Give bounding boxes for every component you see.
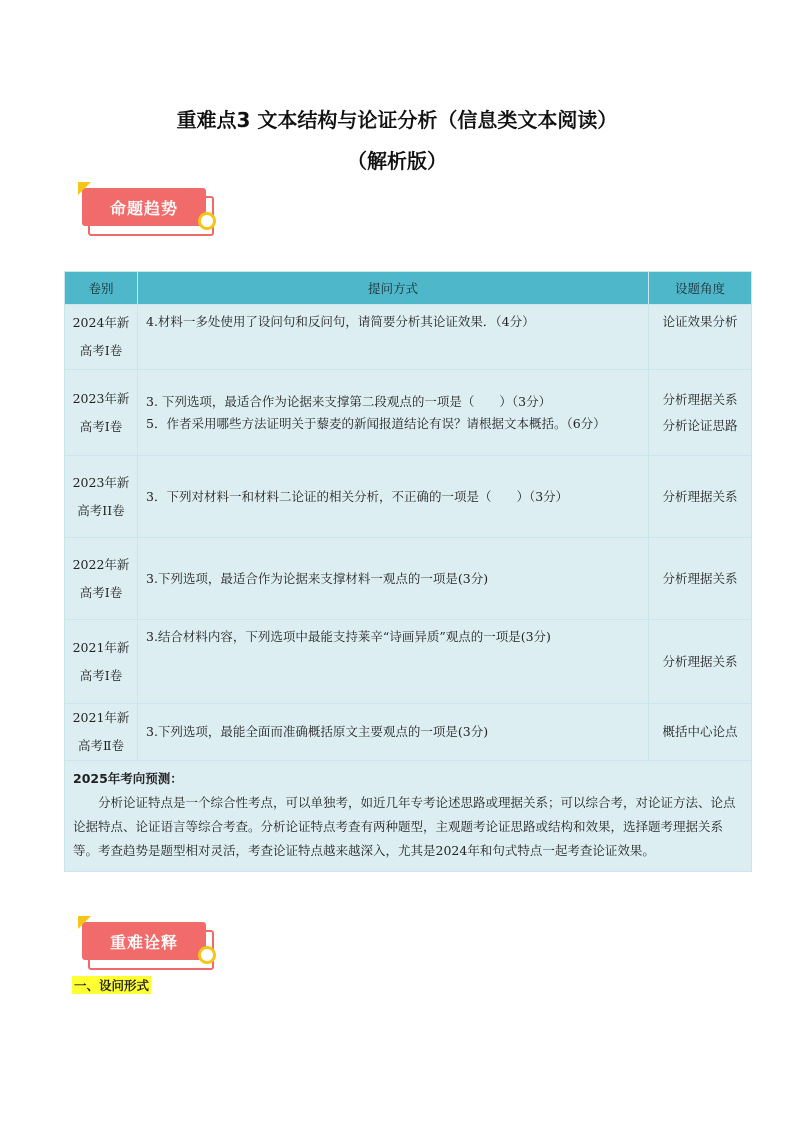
prediction-row <box>65 761 752 872</box>
corner-triangle-icon <box>78 182 91 195</box>
page-title: 重难点3 文本结构与论证分析（信息类文本阅读） <box>176 108 618 132</box>
table-row <box>65 305 752 370</box>
question-cell: 3.下列选项，最适合作为论据来支撑材料一观点的一项是(3分) <box>138 538 649 620</box>
angle-cell: 概括中心论点 <box>649 704 752 761</box>
header-year: 卷别 <box>65 272 138 305</box>
prediction-title: 2025年考向预测： <box>73 771 183 786</box>
question-cell: 3.下列选项，最能全面而准确概括原文主要观点的一项是(3分) <box>138 704 649 761</box>
section-heading-question-form: 一、设问形式 <box>74 978 150 993</box>
header-angle: 设题角度 <box>649 272 752 305</box>
year-cell: 2023年新高考II卷 <box>65 456 138 538</box>
page-subtitle: （解析版） <box>347 149 447 173</box>
question-cell: 3.结合材料内容，下列选项中最能支持莱辛“诗画异质”观点的一项是(3分) <box>138 620 649 704</box>
year-cell: 2023年新高考Ⅰ卷 <box>65 370 138 456</box>
year-cell: 2021年新高考Ⅱ卷 <box>65 704 138 761</box>
badge-label: 命题趋势 <box>109 199 178 218</box>
angle-cell: 分析理据关系 <box>649 538 752 620</box>
table-row <box>65 620 752 704</box>
question-cell: 3．下列对材料一和材料二论证的相关分析，不正确的一项是（ ）（3分） <box>138 456 649 538</box>
exam-trend-table <box>64 271 752 872</box>
header-question: 提问方式 <box>138 272 649 305</box>
question-cell: 4.材料一多处使用了设问句和反问句，请简要分析其论证效果．（4分） <box>138 305 649 370</box>
year-cell: 2021年新高考Ⅰ卷 <box>65 620 138 704</box>
angle-cell: 分析理据关系 分析论证思路 <box>649 370 752 456</box>
year-cell: 2024年新高考Ⅰ卷 <box>65 305 138 370</box>
angle-cell: 分析理据关系 <box>649 620 752 704</box>
question-cell: 3. 下列选项，最适合作为论据来支撑第二段观点的一项是（ ）（3分） 5．作者采用哪些方法证明关于藜麦的新闻报道结论有误？请根据文本概括。（6分） <box>138 370 649 456</box>
ring-icon <box>198 946 216 964</box>
ring-icon <box>198 212 216 230</box>
section-badge-trend <box>82 188 222 236</box>
badge-label: 重难诠释 <box>109 933 178 952</box>
table-row <box>65 456 752 538</box>
angle-cell: 分析理据关系 <box>649 456 752 538</box>
angle-cell: 论证效果分析 <box>649 305 752 370</box>
year-cell: 2022年新高考Ⅰ卷 <box>65 538 138 620</box>
corner-triangle-icon <box>78 916 91 929</box>
table-row <box>65 370 752 456</box>
section-badge-explain <box>82 922 222 970</box>
prediction-text: 分析论证特点是一个综合性考点，可以单独考，如近几年专考论述思路或理据关系；可以综合考，对论证方法、论点论据特点、论证语言等综合考查。分析论证特点考查有两种题型，主观题考论证思路或结构和效果，选择题考理据关系等。考查趋势是题型相对灵活，考查论证特点越来越深入，尤其是2024年和句式特点一起考查论证效果。 <box>73 795 736 858</box>
table-row <box>65 704 752 761</box>
prediction-cell <box>65 761 752 872</box>
table-header-row <box>65 272 752 305</box>
table-row <box>65 538 752 620</box>
